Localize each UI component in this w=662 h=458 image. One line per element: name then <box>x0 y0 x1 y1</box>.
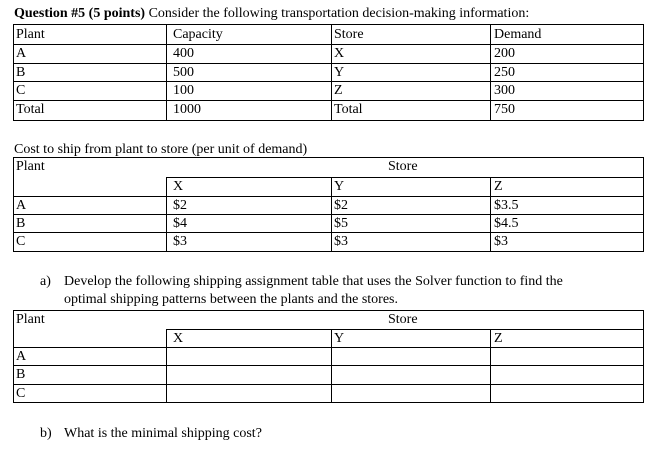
assign-header-plant: Plant <box>16 312 45 327</box>
table1-cell: 250 <box>494 65 515 80</box>
cost-header-plant: Plant <box>16 159 45 174</box>
part-b-label: b) <box>40 426 52 441</box>
cost-store-y: Y <box>334 179 345 194</box>
table1-cell: Z <box>334 83 343 98</box>
part-a-line2: optimal shipping patterns between the plants and the stores. <box>64 292 398 307</box>
cost-cell: $3 <box>494 234 508 249</box>
table1-cell: Y <box>334 65 345 80</box>
assign-store-y: Y <box>334 331 345 346</box>
table1-cell: 400 <box>173 46 194 61</box>
part-a-line1: Develop the following shipping assignment table that uses the Solver function to find the <box>64 274 563 289</box>
assign-store-x: X <box>173 331 184 346</box>
table1-header-plant: Plant <box>16 27 45 42</box>
cost-store-z: Z <box>494 179 503 194</box>
table1-cell: Total <box>16 102 45 117</box>
cost-cell: B <box>16 216 26 231</box>
cost-cell: $4.5 <box>494 216 519 231</box>
cost-store-x: X <box>173 179 184 194</box>
part-b-text: What is the minimal shipping cost? <box>64 426 262 441</box>
table1-cell: 500 <box>173 65 194 80</box>
assign-store-z: Z <box>494 331 503 346</box>
table1-cell: A <box>16 46 27 61</box>
assign-header-store: Store <box>388 312 418 327</box>
table1-cell: X <box>334 46 345 61</box>
table1-cell: 750 <box>494 102 515 117</box>
table1-cell: 1000 <box>173 102 201 117</box>
assign-plant-c: C <box>16 386 26 401</box>
cost-cell: $2 <box>334 198 348 213</box>
table1-cell: 200 <box>494 46 515 61</box>
table1-header-capacity: Capacity <box>173 27 223 42</box>
table1-cell: 100 <box>173 83 194 98</box>
table1-cell: B <box>16 65 26 80</box>
question-text: Consider the following transportation decision-making information: <box>148 6 530 21</box>
cost-cell: A <box>16 198 27 213</box>
cost-cell: $5 <box>334 216 348 231</box>
table1-header-store: Store <box>334 27 364 42</box>
table1-header-demand: Demand <box>494 27 542 42</box>
assign-plant-b: B <box>16 367 26 382</box>
cost-header-store: Store <box>388 159 418 174</box>
table1-cell: 300 <box>494 83 515 98</box>
cost-cell: $3.5 <box>494 198 519 213</box>
cost-cell: $4 <box>173 216 187 231</box>
question-title <box>14 6 529 22</box>
cost-cell: $3 <box>334 234 348 249</box>
table1-cell: Total <box>334 102 363 117</box>
cost-cell: $3 <box>173 234 187 249</box>
cost-cell: $2 <box>173 198 187 213</box>
question-label: Question #5 (5 points) <box>14 6 146 21</box>
cost-caption: Cost to ship from plant to store (per unit of demand) <box>14 142 308 157</box>
part-a-label: a) <box>40 274 51 289</box>
table1-cell: C <box>16 83 26 98</box>
assign-plant-a: A <box>16 349 27 364</box>
cost-cell: C <box>16 234 26 249</box>
